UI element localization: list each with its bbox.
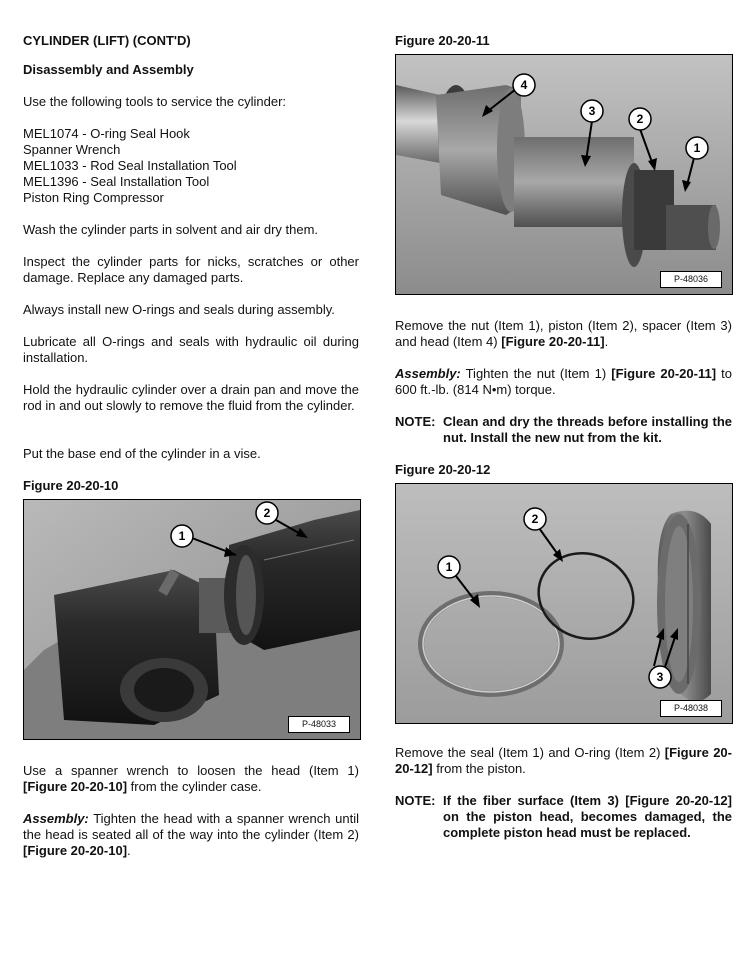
figure-12-photo — [395, 483, 733, 724]
figure-10-photo — [23, 499, 361, 740]
para-lubricate: Lubricate all O-rings and seals with hydraulic oil during installation. — [23, 334, 359, 365]
tool-item: Spanner Wrench — [23, 142, 121, 157]
left-column — [23, 0, 359, 969]
tool-item: MEL1074 - O-ring Seal Hook — [23, 126, 190, 141]
note-clean-threads: NOTE: Clean and dry the threads before installing the nut. Install the new nut from the kit. — [395, 414, 732, 445]
para-inspect: Inspect the cylinder parts for nicks, scratches or other damage. Replace any damaged parts. — [23, 254, 359, 285]
svg-text:2: 2 — [531, 512, 539, 526]
figure-11-code: P-48036 — [660, 271, 722, 288]
figure-11-photo — [395, 54, 733, 295]
figure-12-illustration — [396, 484, 732, 723]
svg-text:2: 2 — [636, 112, 644, 126]
para-always: Always install new O-rings and seals during assembly. — [23, 302, 335, 317]
tool-item: MEL1033 - Rod Seal Installation Tool — [23, 158, 237, 173]
tool-item: MEL1396 - Seal Installation Tool — [23, 174, 210, 189]
svg-text:3: 3 — [656, 670, 664, 684]
svg-text:1: 1 — [178, 529, 186, 543]
figure-12-title: Figure 20-20-12 — [395, 462, 491, 477]
figure-11-illustration — [396, 55, 732, 294]
tool-item: Piston Ring Compressor — [23, 190, 164, 205]
right-column — [395, 0, 732, 969]
note-fiber-surface: NOTE: If the fiber surface (Item 3) [Figure 20-20-12] on the piston head, becomes damaged, the complete piston head must be replaced. — [395, 793, 732, 840]
para-hold: Hold the hydraulic cylinder over a drain pan and move the rod in and out slowly to remove the fluid from the cylinder. — [23, 382, 359, 413]
svg-text:1: 1 — [445, 560, 453, 574]
section-heading: CYLINDER (LIFT) (CONT'D) — [23, 33, 191, 48]
svg-text:4: 4 — [520, 78, 528, 92]
para-remove-seal: Remove the seal (Item 1) and O-ring (Item 2) [Figure 20-20-12] from the piston. — [395, 745, 732, 776]
para-assembly-right: Assembly: Tighten the nut (Item 1) [Figure 20-20-11] to 600 ft.-lb. (814 N•m) torque. — [395, 366, 732, 397]
para-wash: Wash the cylinder parts in solvent and air dry them. — [23, 222, 319, 237]
figure-11-title: Figure 20-20-11 — [395, 33, 490, 48]
figure-12-code: P-48038 — [660, 700, 722, 717]
svg-text:3: 3 — [588, 104, 596, 118]
para-base: Put the base end of the cylinder in a vise. — [23, 446, 261, 461]
figure-10-illustration — [24, 500, 360, 739]
tools-list — [23, 126, 359, 206]
para-remove-nut: Remove the nut (Item 1), piston (Item 2), spacer (Item 3) and head (Item 4) [Figure 20-20-11]. — [395, 318, 732, 349]
svg-text:1: 1 — [693, 141, 701, 155]
subheading: Disassembly and Assembly — [23, 62, 194, 77]
para-spanner: Use a spanner wrench to loosen the head (Item 1) [Figure 20-20-10] from the cylinder case. — [23, 763, 359, 794]
figure-10-title: Figure 20-20-10 — [23, 478, 119, 493]
figure-10-code: P-48033 — [288, 716, 350, 733]
svg-text:2: 2 — [263, 506, 271, 520]
para-assembly-left: Assembly: Tighten the head with a spanner wrench until the head is seated all of the way into the cylinder (Item 2) [Figure 20-20-10]. — [23, 811, 359, 858]
tools-intro: Use the following tools to service the cylinder: — [23, 94, 287, 109]
